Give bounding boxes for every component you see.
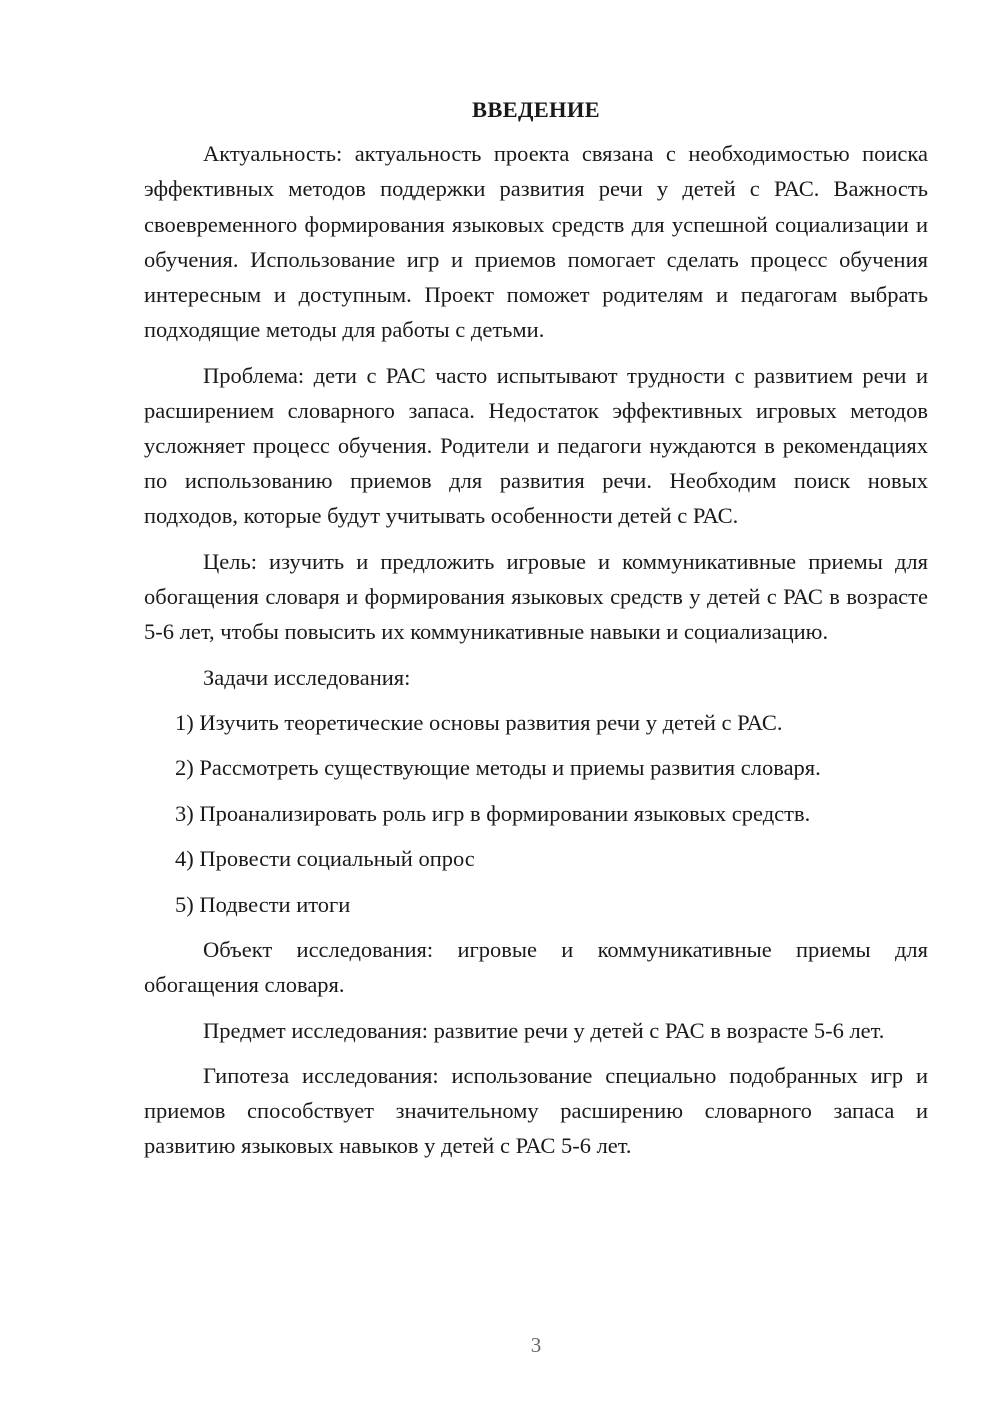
paragraph-relevance: Актуальность: актуальность проекта связана с необходимостью поиска эффективных методов поддержки развития речи у детей с РАС. Важность своевременного формирования языковых средств для успешной социализации и обучения. Использование игр и приемов помогает сделать процесс обучения интересным и доступным. Проект поможет родителям и педагогам выбрать подходящие методы для работы с детьми. bbox=[144, 141, 928, 343]
paragraph-problem: Проблема: дети с РАС часто испытывают трудности с развитием речи и расширением словарного запаса. Недостаток эффективных игровых методов усложняет процесс обучения. Родители и педагоги нуждаются в рекомендациях по использованию приемов для развития речи. Необходим поиск новых подходов, которые будут учитывать особенности детей с РАС. bbox=[144, 362, 928, 529]
paragraph-object: Объект исследования: игровые и коммуникативные приемы для обогащения словаря. bbox=[144, 936, 928, 998]
tasks-heading: Задачи исследования: bbox=[203, 664, 411, 690]
paragraph-subject: Предмет исследования: развитие речи у детей с РАС в возрасте 5-6 лет. bbox=[203, 1017, 885, 1043]
task-item: 3) Проанализировать роль игр в формировании языковых средств. bbox=[175, 800, 811, 826]
paragraph-hypothesis: Гипотеза исследования: использование специально подобранных игр и приемов способствует значительному расширению словарного запаса и развитию языковых навыков у детей с РАС 5-6 лет. bbox=[144, 1062, 928, 1159]
page-number: 3 bbox=[530, 1333, 542, 1357]
task-item: 5) Подвести итоги bbox=[175, 891, 351, 917]
task-item: 4) Провести социальный опрос bbox=[175, 846, 475, 872]
task-item: 1) Изучить теоретические основы развития речи у детей с РАС. bbox=[175, 710, 783, 735]
paragraph-goal: Цель: изучить и предложить игровые и коммуникативные приемы для обогащения словаря и формирования языковых средств у детей с РАС в возрасте 5-6 лет, чтобы повысить их коммуникативные навыки и социализацию. bbox=[144, 548, 928, 645]
tasks-list bbox=[144, 705, 928, 922]
task-item: 2) Рассмотреть существующие методы и приемы развития словаря. bbox=[175, 755, 821, 781]
page-content bbox=[144, 92, 928, 1174]
page-title: ВВЕДЕНИЕ bbox=[472, 97, 600, 122]
